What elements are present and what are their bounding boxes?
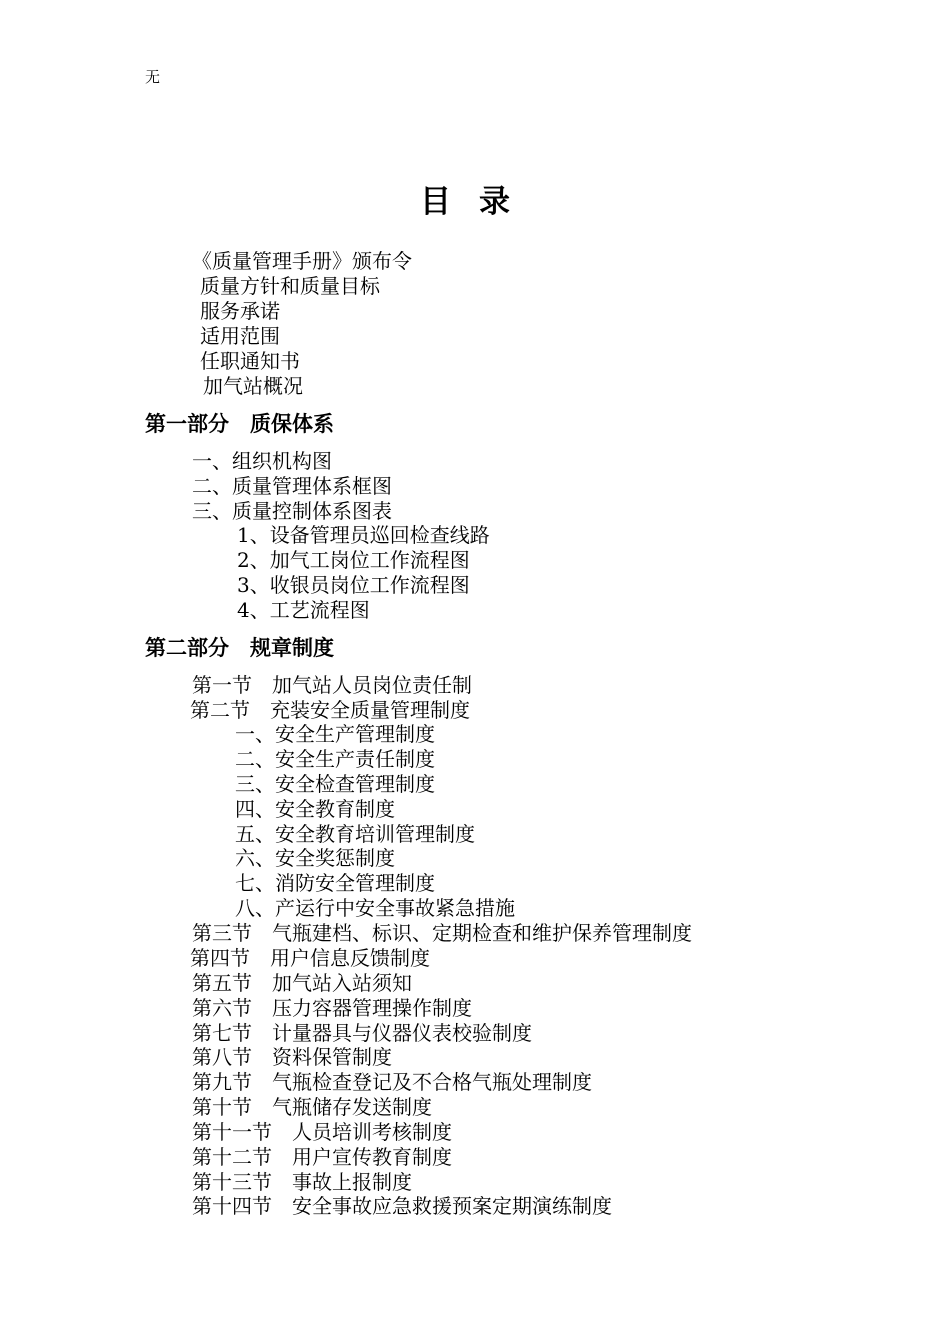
toc-entry: 第十四节 安全事故应急救援预案定期演练制度 bbox=[192, 1194, 612, 1218]
toc-subentry: 四、安全教育制度 bbox=[235, 797, 395, 821]
toc-subentry: 五、安全教育培训管理制度 bbox=[235, 822, 475, 846]
toc-entry: 第一节 加气站人员岗位责任制 bbox=[192, 673, 472, 697]
toc-subentry: 3、收银员岗位工作流程图 bbox=[237, 573, 470, 597]
toc-entry: 第四节 用户信息反馈制度 bbox=[190, 946, 430, 970]
toc-subentry: 一、安全生产管理制度 bbox=[235, 722, 435, 746]
toc-entry: 第六节 压力容器管理操作制度 bbox=[192, 996, 472, 1020]
part2-heading: 第二部分 规章制度 bbox=[145, 636, 334, 660]
toc-entry: 适用范围 bbox=[200, 324, 280, 348]
page-title: 目录 bbox=[420, 184, 538, 220]
toc-entry: 第十节 气瓶储存发送制度 bbox=[192, 1095, 432, 1119]
toc-subentry: 4、工艺流程图 bbox=[237, 598, 370, 622]
toc-entry: 二、质量管理体系框图 bbox=[192, 474, 392, 498]
toc-entry: 任职通知书 bbox=[200, 349, 300, 373]
toc-entry: 第二节 充装安全质量管理制度 bbox=[190, 698, 470, 722]
toc-entry: 《质量管理手册》颁布令 bbox=[192, 249, 412, 273]
toc-subentry: 七、消防安全管理制度 bbox=[235, 871, 435, 895]
toc-subentry: 六、安全奖惩制度 bbox=[235, 846, 395, 870]
toc-entry: 第十一节 人员培训考核制度 bbox=[192, 1120, 452, 1144]
toc-entry: 第十三节 事故上报制度 bbox=[192, 1170, 412, 1194]
toc-entry: 第十二节 用户宣传教育制度 bbox=[192, 1145, 452, 1169]
toc-subentry: 二、安全生产责任制度 bbox=[235, 747, 435, 771]
toc-subentry: 八、产运行中安全事故紧急措施 bbox=[235, 896, 515, 920]
toc-entry: 三、质量控制体系图表 bbox=[192, 499, 392, 523]
toc-entry: 第七节 计量器具与仪器仪表校验制度 bbox=[192, 1021, 532, 1045]
toc-subentry: 2、加气工岗位工作流程图 bbox=[237, 548, 470, 572]
toc-entry: 第五节 加气站入站须知 bbox=[192, 971, 412, 995]
toc-entry: 加气站概况 bbox=[203, 374, 303, 398]
toc-entry: 质量方针和质量目标 bbox=[200, 274, 380, 298]
toc-entry: 一、组织机构图 bbox=[192, 449, 332, 473]
corner-note: 无 bbox=[145, 68, 161, 86]
toc-entry: 服务承诺 bbox=[200, 299, 280, 323]
toc-subentry: 1、设备管理员巡回检查线路 bbox=[237, 523, 490, 547]
toc-entry: 第三节 气瓶建档、标识、定期检查和维护保养管理制度 bbox=[192, 921, 692, 945]
toc-entry: 第九节 气瓶检查登记及不合格气瓶处理制度 bbox=[192, 1070, 592, 1094]
toc-subentry: 三、安全检查管理制度 bbox=[235, 772, 435, 796]
part1-heading: 第一部分 质保体系 bbox=[145, 412, 334, 436]
toc-entry: 第八节 资料保管制度 bbox=[192, 1045, 392, 1069]
